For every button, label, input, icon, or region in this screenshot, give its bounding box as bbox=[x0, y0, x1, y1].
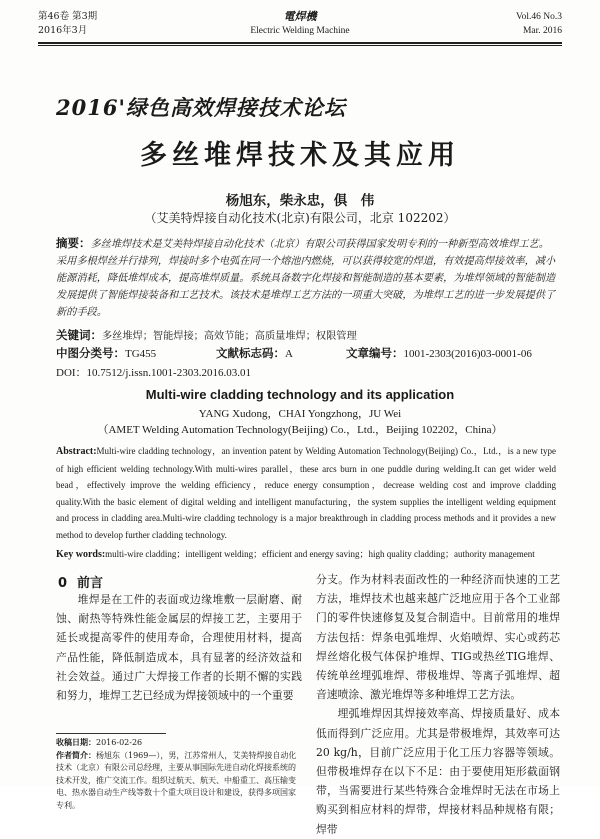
paper-title-en: Multi-wire cladding technology and its application bbox=[145, 387, 455, 402]
section-number: 0 bbox=[58, 576, 68, 591]
keywords-cn-label: 关键词： bbox=[56, 328, 102, 342]
abstract-en-label: Abstract: bbox=[56, 446, 97, 457]
identifiers bbox=[56, 345, 556, 363]
journal-name-en: Electric Welding Machine bbox=[250, 26, 350, 36]
author-bio-label: 作者简介： bbox=[56, 750, 96, 760]
page-header bbox=[38, 10, 562, 54]
document-code-value: A bbox=[285, 348, 293, 360]
abstract-cn-label: 摘要： bbox=[56, 236, 91, 250]
header-right bbox=[516, 10, 562, 38]
forum-title: 2016'绿色高效焊接技术论坛 bbox=[56, 95, 346, 120]
keywords-en-text: multi-wire cladding；intelligent welding；efficient and energy saving；high quality cladding；authority management bbox=[105, 549, 535, 559]
article-number bbox=[346, 345, 532, 361]
clc-label: 中图分类号： bbox=[56, 346, 125, 360]
section-title: 前言 bbox=[77, 576, 104, 591]
received-value: 2016-02-26 bbox=[96, 738, 143, 747]
section-heading bbox=[58, 572, 103, 591]
header-rule-thick bbox=[38, 42, 562, 44]
keywords-en bbox=[56, 547, 556, 560]
header-date-en: Mar. 2016 bbox=[522, 26, 562, 36]
header-rule-thin bbox=[38, 45, 562, 46]
abstract-cn bbox=[56, 235, 556, 321]
received-date bbox=[56, 737, 302, 750]
body-paragraph: 堆焊是在工件的表面或边缘堆敷一层耐磨、耐蚀、耐热等特殊性能金属层的焊接工艺，主要用于延长或提高零件的使用寿命，合理使用材料，提高产品性能，降低制造成本，具有显著的经济效益和社会效益。通过广大焊接工作者的长期不懈的实践和努力，堆焊工艺已经成为焊接领域中的一个重要 bbox=[56, 593, 302, 703]
affiliation-en: （AMET Welding Automation Technology(Beijing) Co.，Ltd.，Beijing 102202，China） bbox=[97, 424, 503, 436]
authors-cn: 杨旭东，柴永忠，俱 伟 bbox=[225, 193, 375, 209]
body-column-right bbox=[316, 570, 560, 839]
article-number-value: 1001-2303(2016)03-0001-06 bbox=[403, 348, 532, 360]
received-label: 收稿日期： bbox=[56, 738, 96, 747]
document-code-label: 文献标志码： bbox=[216, 346, 285, 360]
keywords-en-label: Key words: bbox=[56, 549, 106, 560]
body-column-left bbox=[56, 590, 302, 705]
header-volume-cn: 第46卷 第3期 bbox=[38, 11, 98, 22]
journal-name-cn: 電焊機 bbox=[283, 10, 317, 23]
article-number-label: 文章编号： bbox=[346, 346, 404, 360]
author-bio-text: 杨旭东（1969—），男，江苏常州人，艾美特焊接自动化技术（北京）有限公司总经理，主要从事国际先进自动化焊接系统的技术开发，推广交流工作。组织过航天、航天、中船重工、高压输变电、热水器自动生产线等数十个重大项目设计和建设，获得多项国家专利。 bbox=[56, 750, 297, 810]
abstract-en-text: Multi-wire cladding technology，an invention patent by Welding Automation Technology(Beijing) Co.，Ltd.，is a new type of high efficient welding technology.With multi-wires parallel，these arcs burn in one puddle during welding.It can get wider weld bead，effectively improve the welding efficiency，reduce energy consumption，decrease welding cost and improve cladding quality.With the basic element of digital welding and intelligent manufacturing，the system supplies the intelligent welding equipment and process in cladding area.Multi-wire cladding technology is a major breakthrough in cladding process methods and it provides a new method to develop further cladding technology. bbox=[56, 446, 556, 540]
keywords-cn bbox=[56, 327, 556, 345]
clc-number bbox=[56, 345, 156, 361]
abstract-en bbox=[56, 443, 556, 543]
paper-title-cn: 多丝堆焊技术及其应用 bbox=[140, 140, 460, 171]
body-paragraph: 分支。作为材料表面改性的一种经济而快速的工艺方法，堆焊技术也越来越广泛地应用于各个工业部门的零件快速修复及复合制造中。目前常用的堆焊方法包括：焊条电弧堆焊、火焰喷焊、实心或药芯焊丝熔化极气体保护堆焊、TIG或热丝TIG堆焊、传统单丝埋弧堆焊、带极堆焊、等离子弧堆焊、超音速喷涂、激光堆焊等多种堆焊工艺方法。 bbox=[316, 573, 560, 702]
doi: DOI：10.7512/j.issn.1001-2303.2016.03.01 bbox=[56, 367, 251, 379]
body-paragraph: 埋弧堆焊因其焊接效率高、焊接质量好、成本低而得到广泛应用。尤其是带极堆焊，其效率可达20 kg/h，目前广泛应用于化工压力容器等领域。但带极堆焊存在以下不足：由于要使用矩形截面钢带，当需要进行某些特殊合金堆焊时无法在市场上购买到相应材料的焊带，焊接材料品种规格有限；焊带 bbox=[316, 707, 560, 836]
header-volume-en: Vol.46 No.3 bbox=[515, 12, 562, 22]
header-date-cn: 2016年3月 bbox=[38, 25, 88, 36]
clc-value: TG455 bbox=[125, 348, 157, 360]
keywords-cn-text: 多丝堆焊；智能焊接；高效节能；高质量堆焊；权限管理 bbox=[102, 331, 357, 342]
authors-en: YANG Xudong，CHAI Yongzhong，JU Wei bbox=[198, 408, 402, 420]
header-center bbox=[38, 10, 562, 38]
abstract-cn-text: 多丝堆焊技术是艾美特焊接自动化技术（北京）有限公司获得国家发明专利的一种新型高效堆焊工艺。采用多根焊丝并行排列，焊接时多个电弧在同一个熔池内燃烧，可以获得较宽的焊道，有效提高焊接效率，减小能源消耗，降低堆焊成本，提高堆焊质量。系统具备数字化焊接和智能制造的基本要素，为堆焊领域的智能制造发展提供了智能焊接装备和工艺技术。该技术是堆焊工艺方法的一项重大突破，为堆焊工艺的进一步发展提供了新的手段。 bbox=[56, 239, 556, 318]
author-bio bbox=[56, 750, 302, 813]
footnote bbox=[56, 737, 302, 812]
document-code bbox=[216, 345, 293, 361]
affiliation-cn: （艾美特焊接自动化技术(北京)有限公司，北京 102202） bbox=[144, 211, 456, 225]
footnote-rule bbox=[56, 733, 166, 734]
